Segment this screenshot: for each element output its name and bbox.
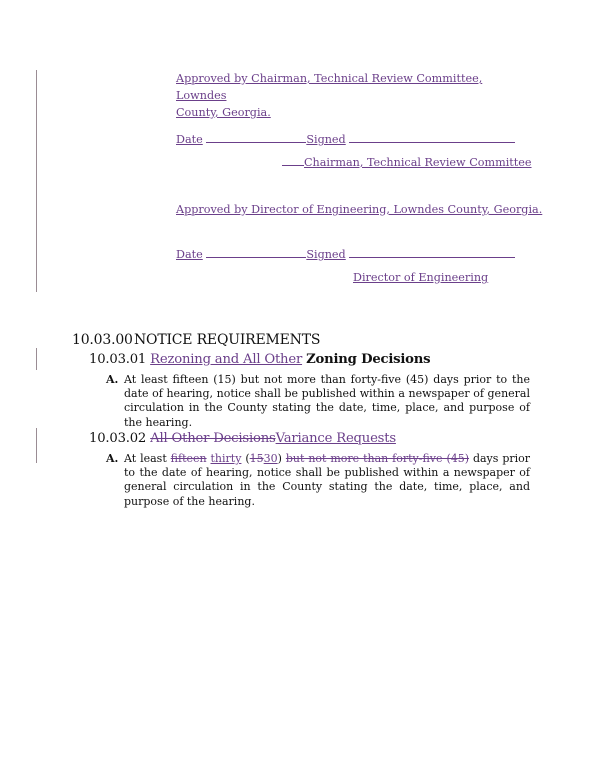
- deleted-text: but not more than forty-five (45): [285, 452, 470, 465]
- section-number: 10.03.00: [72, 332, 133, 348]
- subsection-number: 10.03.01: [89, 352, 147, 367]
- item-text: At least fifteen (15) but not more than forty-five (45) days prior to the date of hearing, notice shall be published within a newspaper of general circulation in the County stating the date, time, place, and purpose of the hearing.: [124, 373, 530, 429]
- director-approval-line1: Approved by Director of Engineering, Lowndes County, Georgia.: [176, 203, 543, 216]
- subsection-1-item-a: [106, 373, 530, 430]
- deleted-text: 15: [249, 452, 264, 465]
- subsection-heading-1: [89, 352, 430, 367]
- date-label: Date: [176, 133, 203, 146]
- director-title-line: [353, 269, 488, 286]
- chairman-approval-line2: County, Georgia.: [176, 106, 271, 119]
- inserted-title-text: Variance Requests: [275, 431, 396, 446]
- chairman-approval-block: [176, 70, 536, 121]
- subsection-heading-2: [89, 431, 396, 446]
- inserted-text: 30: [263, 452, 278, 465]
- chairman-approval-line1: Approved by Chairman, Technical Review Committee, Lowndes: [176, 72, 483, 102]
- subsection-title: Zoning Decisions: [306, 352, 431, 367]
- date-blank: [206, 246, 306, 258]
- item-text: [124, 452, 530, 509]
- chairman-signature-line: [176, 131, 515, 148]
- subsection-2-item-a: [106, 452, 530, 509]
- title-underline-lead: [282, 154, 304, 166]
- item-label: A.: [106, 373, 119, 386]
- section-heading: [72, 332, 320, 348]
- date-label: Date: [176, 248, 203, 261]
- paren-open: (: [245, 452, 250, 465]
- signature-blank: [349, 246, 515, 258]
- inserted-text: thirty: [210, 452, 242, 465]
- paren-close: ): [277, 452, 282, 465]
- chairman-title-line: [282, 154, 532, 171]
- signed-label: Signed: [306, 133, 346, 146]
- date-blank: [206, 131, 306, 143]
- chairman-title: Chairman, Technical Review Committee: [304, 156, 532, 169]
- director-signature-line: [176, 246, 515, 263]
- signature-blank: [349, 131, 515, 143]
- item-label: A.: [106, 452, 119, 465]
- signed-label: Signed: [306, 248, 346, 261]
- director-title: Director of Engineering: [353, 271, 489, 284]
- deleted-title-text: All Other Decisions: [150, 431, 276, 446]
- change-bar: [36, 70, 37, 292]
- deleted-text: fifteen: [170, 452, 207, 465]
- inserted-title-text: Rezoning and All Other: [150, 352, 303, 367]
- director-approval-block: [176, 201, 542, 218]
- subsection-number: 10.03.02: [89, 431, 147, 446]
- text-suffix: days prior to the date of hearing, notice shall be published within a newspaper of general circulation in the County stating the date, time, place, and purpose of the hearing.: [124, 452, 531, 508]
- change-bar: [36, 428, 37, 463]
- section-title: NOTICE REQUIREMENTS: [134, 332, 321, 348]
- change-bar: [36, 348, 37, 370]
- text-prefix: At least: [124, 452, 167, 465]
